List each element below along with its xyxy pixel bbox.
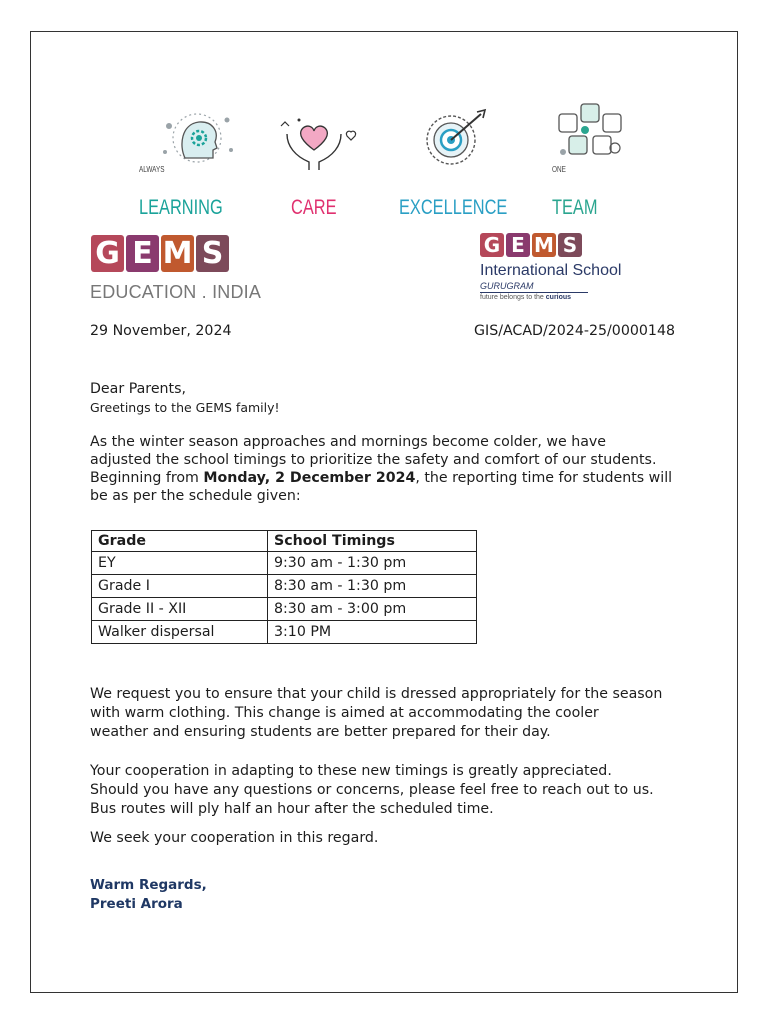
letter-date: 29 November, 2024 (90, 323, 232, 339)
gis-letter-s: S (558, 233, 582, 257)
salutation: Dear Parents, (90, 381, 187, 397)
paragraph-line: We request you to ensure that your child is dressed appropriately for the season (90, 686, 663, 702)
table-row (92, 621, 477, 644)
gis-location: GURUGRAM (480, 281, 534, 291)
excellence-target-icon (415, 106, 493, 170)
paragraph-line: with warm clothing. This change is aimed at accommodating the cooler (90, 705, 599, 721)
gis-letter-m: M (532, 233, 556, 257)
table-row (92, 575, 477, 598)
grade-cell: Grade I (92, 575, 268, 598)
greeting: Greetings to the GEMS family! (90, 400, 280, 415)
intro-line: be as per the schedule given: (90, 488, 301, 504)
gems-letter-e: E (126, 235, 159, 272)
gis-tagline-em: curious (545, 294, 572, 301)
header-grade: Grade (92, 531, 268, 552)
team-prefix: ONE (552, 165, 566, 174)
intro-text: , the reporting time for students will (415, 470, 673, 486)
excellence-label: EXCELLENCE (399, 196, 508, 219)
care-label: CARE (291, 196, 337, 219)
paragraph-line: weather and ensuring students are better prepared for their day. (90, 724, 551, 740)
timing-cell: 8:30 am - 3:00 pm (268, 598, 477, 621)
paragraph-line: Should you have any questions or concerns, please feel free to reach out to us. (90, 782, 654, 798)
gis-tagline-pre: future belongs to the (480, 294, 546, 301)
gems-letter-s: S (196, 235, 229, 272)
intro-line (90, 470, 672, 488)
intro-line: As the winter season approaches and mornings become colder, we have (90, 434, 607, 450)
letter-reference: GIS/ACAD/2024-25/0000148 (474, 323, 675, 339)
gis-divider (480, 292, 588, 293)
team-label: TEAM (552, 196, 598, 219)
grade-cell: Walker dispersal (92, 621, 268, 644)
gis-wordmark (480, 233, 582, 257)
timing-cell: 9:30 am - 1:30 pm (268, 552, 477, 575)
learning-label: LEARNING (139, 196, 223, 219)
table-header-row (92, 531, 477, 552)
letter-page (30, 31, 738, 993)
gis-letter-g: G (480, 233, 504, 257)
team-puzzle-icon (551, 100, 633, 172)
intro-text: Beginning from (90, 470, 204, 486)
closing-line: We seek your cooperation in this regard. (90, 830, 379, 846)
care-hands-heart-icon (269, 114, 359, 172)
timing-cell: 3:10 PM (268, 621, 477, 644)
header-school-timings: School Timings (268, 531, 477, 552)
school-timings-table (91, 530, 477, 644)
grade-cell: EY (92, 552, 268, 575)
timing-cell: 8:30 am - 1:30 pm (268, 575, 477, 598)
learning-prefix: ALWAYS (139, 165, 165, 174)
gems-letter-g: G (91, 235, 124, 272)
gis-letter-e: E (506, 233, 530, 257)
paragraph-line: Bus routes will ply half an hour after the scheduled time. (90, 801, 494, 817)
gis-school-name: International School (480, 262, 622, 279)
table-row (92, 598, 477, 621)
intro-line: adjusted the school timings to prioritize the safety and comfort of our students. (90, 452, 657, 468)
paragraph-line: Your cooperation in adapting to these new timings is greatly appreciated. (90, 763, 612, 779)
grade-cell: Grade II - XII (92, 598, 268, 621)
education-india-tagline: EDUCATION . INDIA (90, 282, 262, 302)
start-date-bold: Monday, 2 December 2024 (203, 470, 416, 486)
gems-wordmark (91, 235, 229, 272)
gems-letter-m: M (162, 236, 193, 271)
learning-head-icon (155, 106, 239, 170)
signatory-name: Preeti Arora (90, 896, 183, 912)
gis-tagline (480, 294, 571, 301)
signoff: Warm Regards, (90, 877, 207, 893)
table-row (92, 552, 477, 575)
